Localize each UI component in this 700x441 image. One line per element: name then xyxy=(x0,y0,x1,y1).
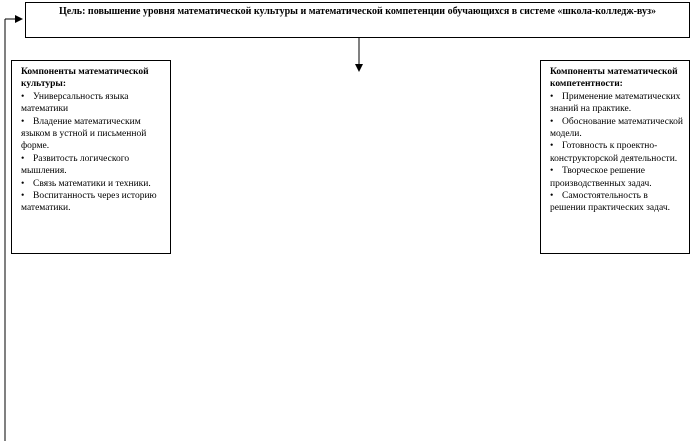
list-item: • Владение математическим языком в устной и письменной форме. xyxy=(21,116,147,152)
list-item: • Универсальность языка математики xyxy=(21,91,129,115)
goal-box xyxy=(25,2,690,38)
bullet-icon: • xyxy=(550,191,554,202)
bullet-icon: • xyxy=(21,116,25,127)
list-item: • Применение математических знаний на практике. xyxy=(550,91,681,115)
bullet-icon: • xyxy=(21,178,25,189)
bullet-icon: • xyxy=(550,141,554,152)
bullet-icon: • xyxy=(550,166,554,177)
math-competence-components-box xyxy=(540,60,690,254)
bullet-icon: • xyxy=(21,153,25,164)
list-item: • Обоснование математической модели. xyxy=(550,116,683,140)
math-culture-components-box xyxy=(11,60,171,254)
list-item: • Самостоятельность в решении практических задач. xyxy=(550,191,670,214)
list-item: • Творческое решение производственных задач. xyxy=(550,166,652,189)
goal-text: Цель: повышение уровня математической культуры и математической компетенции обучающихся в системе «школа-колледж-вуз» xyxy=(58,6,657,17)
bullet-icon: • xyxy=(21,191,25,202)
bullet-icon: • xyxy=(21,91,25,102)
list-item: • Воспитанность через историю математики. xyxy=(21,191,157,214)
list-item: • Готовность к проектно-конструкторской деятельности. xyxy=(550,141,678,164)
list-item: • Развитость логического мышления. xyxy=(21,153,130,177)
bullet-icon: • xyxy=(550,91,554,102)
bullet-icon: • xyxy=(550,116,554,127)
math-competence-title: Компоненты математической компетентности: xyxy=(550,67,678,90)
math-culture-title: Компоненты математической культуры: xyxy=(21,67,149,90)
list-item: • Связь математики и техники. xyxy=(21,178,151,189)
